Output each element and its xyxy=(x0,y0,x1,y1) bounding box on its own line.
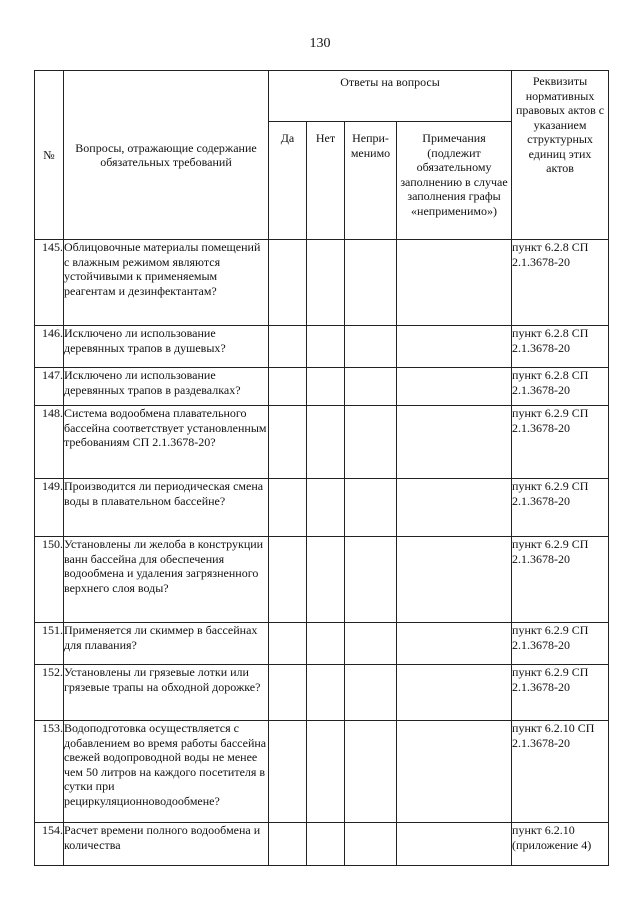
row-reference: пункт 6.2.9 СП 2.1.3678-20 xyxy=(512,479,609,537)
table-row xyxy=(35,721,609,823)
header-num: № xyxy=(35,71,64,240)
not-applicable-cell[interactable] xyxy=(345,368,397,406)
no-cell[interactable] xyxy=(307,721,345,823)
row-reference: пункт 6.2.8 СП 2.1.3678-20 xyxy=(512,240,609,326)
row-reference: пункт 6.2.9 СП 2.1.3678-20 xyxy=(512,623,609,665)
notes-cell[interactable] xyxy=(397,665,512,721)
row-question: Применяется ли скиммер в бассейнах для плавания? xyxy=(64,623,269,665)
row-question: Установлены ли желоба в конструкции ванн бассейна для обеспечения водообмена и удаления загрязненного верхнего слоя воды? xyxy=(64,537,269,623)
no-cell[interactable] xyxy=(307,623,345,665)
table-row xyxy=(35,623,609,665)
header-notes: Примечания (подлежит обязательному заполнению в случае заполнения графы «неприменимо») xyxy=(397,122,512,240)
row-reference: пункт 6.2.9 СП 2.1.3678-20 xyxy=(512,665,609,721)
not-applicable-cell[interactable] xyxy=(345,823,397,866)
row-reference: пункт 6.2.9 СП 2.1.3678-20 xyxy=(512,537,609,623)
table-row xyxy=(35,537,609,623)
notes-cell[interactable] xyxy=(397,406,512,479)
not-applicable-cell[interactable] xyxy=(345,623,397,665)
row-number: 147. xyxy=(35,368,64,406)
table-row xyxy=(35,665,609,721)
notes-cell[interactable] xyxy=(397,326,512,368)
header-requisites: Реквизиты нормативных правовых актов с указанием структурных единиц этих актов xyxy=(512,71,609,240)
header-no: Нет xyxy=(307,122,345,240)
row-question: Исключено ли использование деревянных трапов в душевых? xyxy=(64,326,269,368)
yes-cell[interactable] xyxy=(269,721,307,823)
not-applicable-cell[interactable] xyxy=(345,479,397,537)
yes-cell[interactable] xyxy=(269,823,307,866)
row-question: Водоподготовка осуществляется с добавлением во время работы бассейна свежей водопроводной воды не менее чем 50 литров на каждого посетителя в сутки при рециркуляционноводообмене? xyxy=(64,721,269,823)
no-cell[interactable] xyxy=(307,326,345,368)
row-number: 145. xyxy=(35,240,64,326)
notes-cell[interactable] xyxy=(397,537,512,623)
page-number: 130 xyxy=(309,36,331,51)
no-cell[interactable] xyxy=(307,368,345,406)
table-row xyxy=(35,479,609,537)
row-number: 151. xyxy=(35,623,64,665)
table-row xyxy=(35,368,609,406)
row-number: 152. xyxy=(35,665,64,721)
notes-cell[interactable] xyxy=(397,479,512,537)
requirements-table xyxy=(34,70,609,866)
not-applicable-cell[interactable] xyxy=(345,406,397,479)
yes-cell[interactable] xyxy=(269,537,307,623)
not-applicable-cell[interactable] xyxy=(345,240,397,326)
row-question: Производится ли периодическая смена воды в плавательном бассейне? xyxy=(64,479,269,537)
not-applicable-cell[interactable] xyxy=(345,721,397,823)
table-row xyxy=(35,823,609,866)
row-reference: пункт 6.2.8 СП 2.1.3678-20 xyxy=(512,326,609,368)
notes-cell[interactable] xyxy=(397,623,512,665)
header-yes: Да xyxy=(269,122,307,240)
yes-cell[interactable] xyxy=(269,406,307,479)
row-question: Исключено ли использование деревянных трапов в раздевалках? xyxy=(64,368,269,406)
notes-cell[interactable] xyxy=(397,823,512,866)
row-question: Система водообмена плавательного бассейна соответствует установленным требованиям СП 2.1.3678-20? xyxy=(64,406,269,479)
yes-cell[interactable] xyxy=(269,368,307,406)
row-question: Облицовочные материалы помещений с влажным режимом являются устойчивыми к применяемым реагентам и дезинфектантам? xyxy=(64,240,269,326)
row-number: 153. xyxy=(35,721,64,823)
row-number: 146. xyxy=(35,326,64,368)
row-reference: пункт 6.2.10 СП 2.1.3678-20 xyxy=(512,721,609,823)
row-reference: пункт 6.2.10 (приложение 4) xyxy=(512,823,609,866)
row-number: 148. xyxy=(35,406,64,479)
row-reference: пункт 6.2.8 СП 2.1.3678-20 xyxy=(512,368,609,406)
row-number: 149. xyxy=(35,479,64,537)
table-row xyxy=(35,406,609,479)
yes-cell[interactable] xyxy=(269,665,307,721)
header-not-applicable: Непри-менимо xyxy=(345,122,397,240)
row-question: Расчет времени полного водообмена и количества xyxy=(64,823,269,866)
header-question: Вопросы, отражающие содержание обязательных требований xyxy=(64,71,269,240)
yes-cell[interactable] xyxy=(269,240,307,326)
no-cell[interactable] xyxy=(307,665,345,721)
no-cell[interactable] xyxy=(307,406,345,479)
notes-cell[interactable] xyxy=(397,368,512,406)
no-cell[interactable] xyxy=(307,537,345,623)
notes-cell[interactable] xyxy=(397,721,512,823)
yes-cell[interactable] xyxy=(269,479,307,537)
row-question: Установлены ли грязевые лотки или грязевые трапы на обходной дорожке? xyxy=(64,665,269,721)
table-row xyxy=(35,326,609,368)
not-applicable-cell[interactable] xyxy=(345,326,397,368)
no-cell[interactable] xyxy=(307,823,345,866)
header-answers: Ответы на вопросы xyxy=(269,71,512,122)
row-reference: пункт 6.2.9 СП 2.1.3678-20 xyxy=(512,406,609,479)
row-number: 150. xyxy=(35,537,64,623)
yes-cell[interactable] xyxy=(269,326,307,368)
row-number: 154. xyxy=(35,823,64,866)
not-applicable-cell[interactable] xyxy=(345,665,397,721)
yes-cell[interactable] xyxy=(269,623,307,665)
no-cell[interactable] xyxy=(307,240,345,326)
not-applicable-cell[interactable] xyxy=(345,537,397,623)
table-row xyxy=(35,240,609,326)
no-cell[interactable] xyxy=(307,479,345,537)
notes-cell[interactable] xyxy=(397,240,512,326)
